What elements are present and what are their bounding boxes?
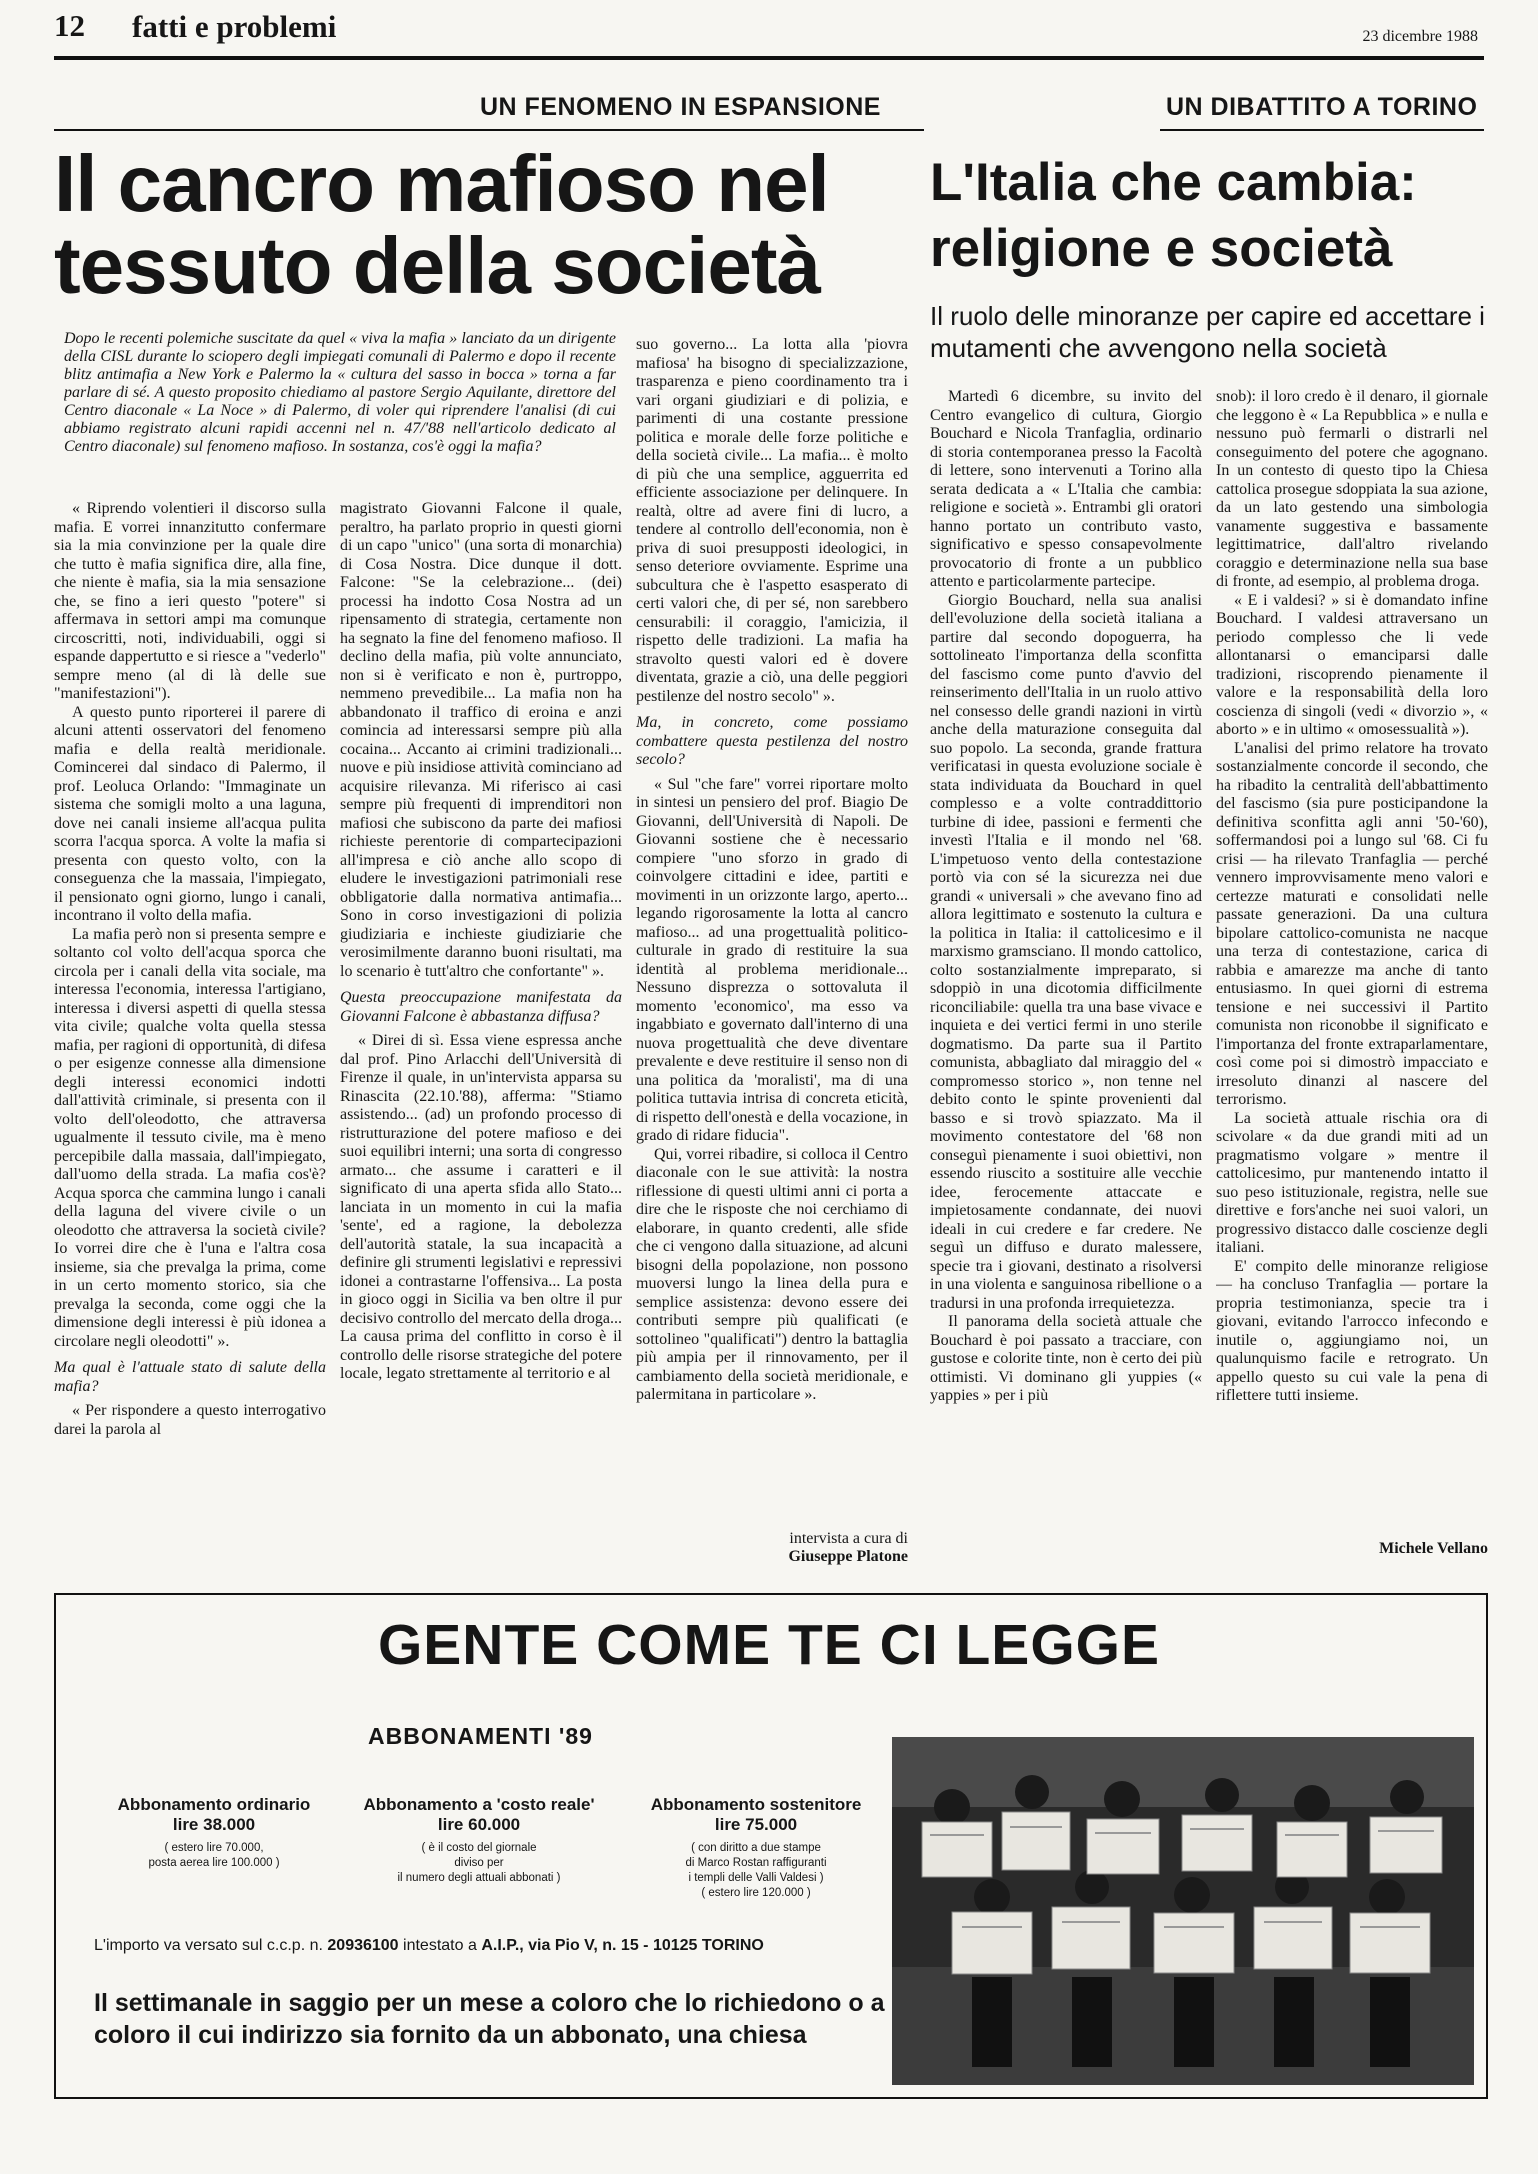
plan-note-line: ( è il costo del giornale <box>421 1842 537 1854</box>
ad-title: GENTE COME TE CI LEGGE <box>377 1613 1161 1677</box>
paragraph: « Per rispondere a questo interrogativo darei la parola al <box>54 1402 326 1438</box>
plan-note-line: ( estero lire 120.000 ) <box>701 1887 811 1899</box>
plan-costo-reale <box>354 1795 604 1886</box>
left-article-column-2 <box>340 500 622 1565</box>
right-article-column-2 <box>1216 388 1488 1528</box>
paragraph: « Riprendo volentieri il discorso sulla mafia. E vorrei innanzitutto confermare sia la mia convinzione per la quale dire che tutto è mafia significa dire, alla fine, che niente è mafia, sia la mia sensazione che, se fino a ieri questo "potere" si affermava in settori ampi ma comunque circoscritti, noti, individuabili, oggi si espande dappertutto e si riesce a "vederlo" sempre meno (al di là delle sue "manifestazioni"). <box>54 500 326 702</box>
right-headline-line-1: L'Italia che cambia: <box>930 153 1417 212</box>
paragraph: E' compito delle minoranze religiose — ha concluso Tranfaglia — portare la propria testimonianza, specie tra i giovani, evitando l'arrocco infecondo e inutile o, aggiungiamo noi, un qualunquismo facile e retrograto. Un appello questo su cui vale la pena di riflettere tutti insieme. <box>1216 1257 1488 1404</box>
paragraph: Qui, vorrei ribadire, si colloca il Centro diaconale con le sue attività: la nostra riflessione di questi ultimi anni ci porta a dire che le risposte che noi cerchiamo di elaborare, in quanto credenti, alle sfide che ci vengono dalla situazione, ad alcuni bisogni della popolazione, non possono muoversi lungo la linea della pura e semplice assistenza: devono essere dei contributi sempre più qualificati (e sottolineo "qualificati") dentro la battaglia più ampia per il rinnovamento, per il cambiamento della società meridionale, e palermitana in particolare ». <box>636 1145 908 1403</box>
readers-photo <box>892 1737 1474 2085</box>
right-article-byline: Michele Vellano <box>1379 1540 1488 1557</box>
ad-subtitle: ABBONAMENTI '89 <box>368 1723 593 1749</box>
paragraph: suo governo... La lotta alla 'piovra mafiosa' ha bisogno di specializzazione, trasparenza e pieno coordinamento tra i vari organi giudiziari e di polizia, e parimenti di una costante pressione politica e morale delle forze politiche e della società civile... La mafia... è molto di più che una semplice, agguerrita ed efficiente associazione per delinquere. In realtà, oltre ad avere fini di lucro, a tendere al controllo dell'economia, non è priva di suoi presupposti ideologici, in senso deteriore ovviamente. Esprime una subcultura che è l'aspetto esasperato di certi valori che, di per sé, non sarebbero censurabili: il coraggio, l'amicizia, il rispetto delle tradizioni. La mafia ha stravolto questi valori ed è dovere diventata, grazie a ciò, una delle peggiori pestilenze del nostro secolo" ». <box>636 336 908 705</box>
section-name: fatti e problemi <box>132 9 337 44</box>
right-article-headline <box>930 150 1490 282</box>
plan-note <box>632 1841 880 1901</box>
ad-pitch: Il settimanale in saggio per un mese a coloro che lo richiedono o a coloro il cui indirizzo sia fornito da un abbonato, una chiesa <box>94 1989 885 2049</box>
byline-name: Giuseppe Platone <box>788 1548 908 1565</box>
left-headline-line-1: Il cancro mafioso nel <box>54 139 829 228</box>
right-article-kicker: UN DIBATTITO A TORINO <box>1166 93 1478 121</box>
right-headline-line-2: religione e società <box>930 219 1393 278</box>
interview-question: Questa preoccupazione manifestata da Giovanni Falcone è abbastanza diffusa? <box>340 989 622 1025</box>
paragraph: « Direi di sì. Essa viene espressa anche dal prof. Pino Arlacchi dell'Università di Firenze il quale, in un'intervista apparsa su Rinascita (22.10.'88), afferma: "Stiamo assistendo... (ad) un profondo processo di ristrutturazione del potere mafioso e dei suoi equilibri interni; una sorta di congresso armato... che assume i caratteri e il significato di una aperta sfida allo Stato... lanciata in un momento in cui la mafia 'sente', ed a ragione, la debolezza dell'autorità statale, la sua incapacità a definire gli strumenti legislativi e repressivi idonei a contrastarne l'offensiva... La posta in gioco oggi in Sicilia va ben oltre il pur decisivo controllo del mercato della droga... La causa prima del conflitto in corso è il controllo delle risorse strategiche del potere locale, legato strettamente al territorio e al <box>340 1032 622 1382</box>
plan-note-line: diviso per <box>454 1857 504 1869</box>
plan-note-line: i templi delle Valli Valdesi ) <box>688 1872 824 1884</box>
left-article-column-3 <box>636 336 908 1532</box>
left-article-column-1 <box>54 500 326 1565</box>
left-article-kicker: UN FENOMENO IN ESPANSIONE <box>480 93 881 121</box>
plan-note-line: ( con diritto a due stampe <box>691 1842 821 1854</box>
page-number: 12 <box>54 8 85 43</box>
plan-price: lire 38.000 <box>172 1815 256 1834</box>
payment-mid: intestato a <box>403 1937 477 1954</box>
left-headline-line-2: tessuto della società <box>54 221 820 310</box>
payment-payee: A.I.P., via Pio V, n. 15 - 10125 TORINO <box>481 1937 764 1954</box>
payment-prefix: L'importo va versato sul c.c.p. n. <box>94 1937 323 1954</box>
plan-note-line: di Marco Rostan raffiguranti <box>685 1857 827 1869</box>
paragraph: Giorgio Bouchard, nella sua analisi dell'evoluzione della società italiana a partire dal secondo dopoguerra, ha sottolineato l'importanza della sconfitta del fascismo come punto d'avvio del reinserimento dell'Italia in un ruolo attivo nel consesso delle grandi nazioni in virtù anche della maturazione conseguita dal suo popolo. La seconda, grande frattura verificatasi in questa evoluzione sociale è stata individuata da Bouchard in quel complesso e a volte contraddittorio turbine di idee, passioni e fermenti che investì l'Italia e il mondo nel '68. L'impetuoso vento della contestazione portò via con sé la sicurezza nei due grandi « universali » che avevano fino ad allora legittimato e sostenuto la cultura e la politica in Italia: il cattolicesimo e il marxismo gramsciano. Il mondo cattolico, colto sostanzialmente impreparato, si sdoppiò in una dicotomia difficilmente riconciliabile: quella tra una base vivace e inquieta e dei vertici fermi in uno sterile dogmatismo. Da parte sua il Partito comunista, abbagliato dal miraggio del « compromesso storico », non tenne nel debito conto le spinte provenienti dal basso e si trovò spiazzato. Ma il movimento contestatore del '68 non conseguì pienamente i suoi obiettivi, non essendo riuscito a sostituire alle vecchie idee, ferocemente attaccate e impietosamente condannate, dei nuovi ideali in cui credere e far credere. Ne seguì un diffuso e durato malessere, specie tra i giovani, destinato a risolversi in una violenta e sanguinosa ribellione o a tradursi in una profonda irrequietezza. <box>930 591 1202 1312</box>
paragraph: L'analisi del primo relatore ha trovato sostanzialmente concorde il secondo, che ha ribadito la centralità dell'abbattimento del fascismo (sia pure posticipandone la definitiva sconfitta agli anni '50-'60), soffermandosi poi a lungo sul '68. Ci fu crisi — ha rilevato Tranfaglia — perché vennero improvvisamente meno valori e certezze maturati e consolidati nelle passate generazioni. Da una cultura bipolare cattolico-comunista ne nacque una terza di contestazione, carica di rabbia e amarezze ma anche di tanto entusiasmo. In quei giorni di estrema tensione e nei successivi il Partito comunista non riconobbe il significato e l'importanza del fronte extraparlamentare, così come poi si dimostrò impacciato e irresoluto dinanzi al nascere del terrorismo. <box>1216 739 1488 1108</box>
paragraph: La società attuale rischia ora di scivolare « da due grandi miti ad un pragmatismo volgare » mentre il cattolicesimo, pur mantenendo intatto il suo peso istituzionale, registra, nelle sue direttive e fors'anche nei suoi valori, un progressivo distacco dalle coscienze degli italiani. <box>1216 1109 1488 1256</box>
left-article-byline <box>636 1530 908 1566</box>
right-kicker-rule <box>1160 129 1484 131</box>
interview-question: Ma, in concreto, come possiamo combattere questa pestilenza del nostro secolo? <box>636 714 908 768</box>
paragraph: Martedì 6 dicembre, su invito del Centro evangelico di cultura, Giorgio Bouchard e Nicola Tranfaglia, ordinario di storia contemporanea presso la Facoltà di lettere, sono intervenuti a Torino alla serata dedicata a « L'Italia che cambia: religione e società ». Entrambi gli oratori hanno portato un contributo vasto, significativo e spesso consapevolmente provocatorio di fronte a un pubblico attento e particolarmente partecipe. <box>930 388 1202 590</box>
plan-price: lire 60.000 <box>437 1815 521 1834</box>
paragraph: La mafia però non si presenta sempre e soltanto col volto dell'acqua sporca che circola per i canali della vita sociale, ma interessa l'economia, interessa l'artigiano, interessa i diversi aspetti di quella stessa vita civile; qualche volta quella stessa mafia, per ragioni di opportunità, di difesa o per esigenze connesse alla dimensione degli interessi economici indotti dall'attività criminale, si presenta con il volto dell'oleodotto, che attraversa ugualmente il tessuto civile, ma è meno percepibile dalla massaia, dall'impiegato, dall'uomo della strada. La mafia cos'è? Acqua sporca che cammina lungo i canali della laguna del vivere civile o un oleodotto che attraversa la società civile? Io vorrei dire che è l'una e l'altra cosa insieme, sia che prevalga la prima, come in un certo momento storico, sia che prevalga la seconda, come oggi che la dimensione degli interessi è più idonea a circolare negli oleodotti" ». <box>54 925 326 1350</box>
plan-name: Abbonamento a 'costo reale' <box>363 1795 595 1814</box>
paragraph: « Sul "che fare" vorrei riportare molto in sintesi un pensiero del prof. Biagio De Giovanni, dell'Università di Napoli. De Giovanni sostiene che è necessario compiere "uno sforzo in grado di coinvolgere cittadini e idee, partiti e movimenti in un orizzonte largo, aperto... legando rigorosamente la lotta al cancro mafioso... ad una progettualità politico-culturale in grado di restituire la sua identità al problema meridionale... Nessuno disprezza o sottovaluta il momento 'economico', ma esso va ingabbiato e governato dall'interno di una nuova progettualità che deve diventare prevalente e deve restituire il senso non di una politica da 'moralisti', ma di una politica tuttavia intrisa di concreta eticità, di rispetto dell'onestà e della vocazione, in grado di ridare fiducia". <box>636 775 908 1144</box>
byline-prefix: intervista a cura di <box>789 1530 908 1547</box>
paragraph: « E i valdesi? » si è domandato infine Bouchard. I valdesi attraversano un periodo complesso che li vede allontanarsi o emanciparsi dalle tradizioni, riscoprendo pienamente il valore e la responsabilità della loro coscienza di singoli (vedi « divorzio », « aborto » e in ultimo « omosessualità »). <box>1216 591 1488 738</box>
plan-note-line: posta aerea lire 100.000 ) <box>148 1857 280 1869</box>
plan-name: Abbonamento sostenitore <box>650 1795 862 1814</box>
payment-instructions <box>94 1937 764 1955</box>
paragraph: magistrato Giovanni Falcone il quale, peraltro, ha parlato proprio in questi giorni di un capo "unico" (una sorta di monarchia) di Cosa Nostra. Dice dunque il dott. Falcone: "Se la celebrazione... (dei) processi ha indotto Cosa Nostra ad un ripensamento di strategia, certamente non ha segnato la fine del fenomeno mafioso. Il declino della mafia, più volte annunciato, non si è verificato e non è, purtroppo, nemmeno prevedibile... La mafia non ha abbandonato il traffico di eroina e anzi comincia ad interessarsi sempre più alla cocaina... Accanto ai crimini tradizionali... nuove e più insidiose attività cominciano ad acquisire rilevanza. Mi riferisco ai casi sempre più frequenti di imprenditori non mafiosi che subiscono da parte dei mafiosi richieste perentorie di compartecipazioni all'impresa e ciò anche allo scopo di eludere le investigazioni patrimoniali rese obbligatorie dalla normativa antimafia... Sono in corso investigazioni di polizia giudiziaria e inchieste giudiziarie che verosimilmente daranno buoni risultati, ma lo scenario è tutt'altro che confortante" ». <box>340 500 622 980</box>
plan-note-line: il numero degli attuali abbonati ) <box>397 1872 561 1884</box>
plan-name: Abbonamento ordinario <box>117 1795 311 1814</box>
plan-price: lire 75.000 <box>714 1815 798 1834</box>
left-kicker-rule <box>54 129 924 131</box>
plan-note-line: ( estero lire 70.000, <box>164 1842 264 1854</box>
right-article-subhead: Il ruolo delle minoranze per capire ed accettare i mutamenti che avvengono nella società <box>930 301 1485 363</box>
plan-note <box>94 1841 334 1871</box>
interview-question: Ma qual è l'attuale stato di salute della mafia? <box>54 1359 326 1395</box>
paragraph: A questo punto riporterei il parere di alcuni attenti osservatori del fenomeno mafia e della realtà meridionale. Comincerei dal sindaco di Palermo, il prof. Leoluca Orlando: "Immaginate un sistema che somigli molto a una laguna, dove nei canali insieme all'acqua pulita scorra l'acqua sporca. A volte la mafia si presenta con questo volto, con la conseguenza che la massaia, l'impiegato, il pensionato ogni giorno, lungo i canali, incontrano il volto della mafia. <box>54 703 326 924</box>
right-article-column-1 <box>930 388 1202 1568</box>
masthead-rule <box>54 56 1484 60</box>
plan-sostenitore <box>632 1795 880 1901</box>
plan-note <box>354 1841 604 1886</box>
left-article-intro: Dopo le recenti polemiche suscitate da quel « viva la mafia » lanciato da un dirigente della CISL durante lo sciopero degli impiegati comunali di Palermo e dopo il recente blitz antimafia a New York e Palermo la « cultura del sasso in bocca » torna a far parlare di sé. A questo proposito chiediamo al pastore Sergio Aquilante, direttore del Centro diaconale « La Noce » di Palermo, di voler qui riprendere l'analisi (di cui abbiamo registrato alcuni rapidi accenni nel n. 47/'88 nell'articolo dedicato al Centro diaconale) sul fenomeno mafioso. In sostanza, cos'è oggi la mafia? <box>64 330 616 455</box>
paragraph: snob): il loro credo è il denaro, il giornale che leggono è « La Repubblica » e nulla e nessuno può fermarli o distrarli nel conseguimento del potere che agognano. In un contesto di questo tipo la Chiesa cattolica prosegue sdoppiata la sua azione, da un lato gestendo una simbologia vanamente suggestiva e bassamente legittimatrice, dall'altro rivelando coraggio e determinazione nella sua base di fronte, ad esempio, al problema droga. <box>1216 388 1488 590</box>
issue-date: 23 dicembre 1988 <box>1362 28 1478 45</box>
plan-ordinario <box>94 1795 334 1871</box>
paragraph: Il panorama della società attuale che Bouchard è poi passato a tracciare, con gustose e colorite tinte, non è certo dei più ottimisti. Vi dominano gli yuppies (« yappies » per i più <box>930 1313 1202 1404</box>
left-article-headline <box>54 139 914 310</box>
payment-account: 20936100 <box>327 1937 399 1954</box>
